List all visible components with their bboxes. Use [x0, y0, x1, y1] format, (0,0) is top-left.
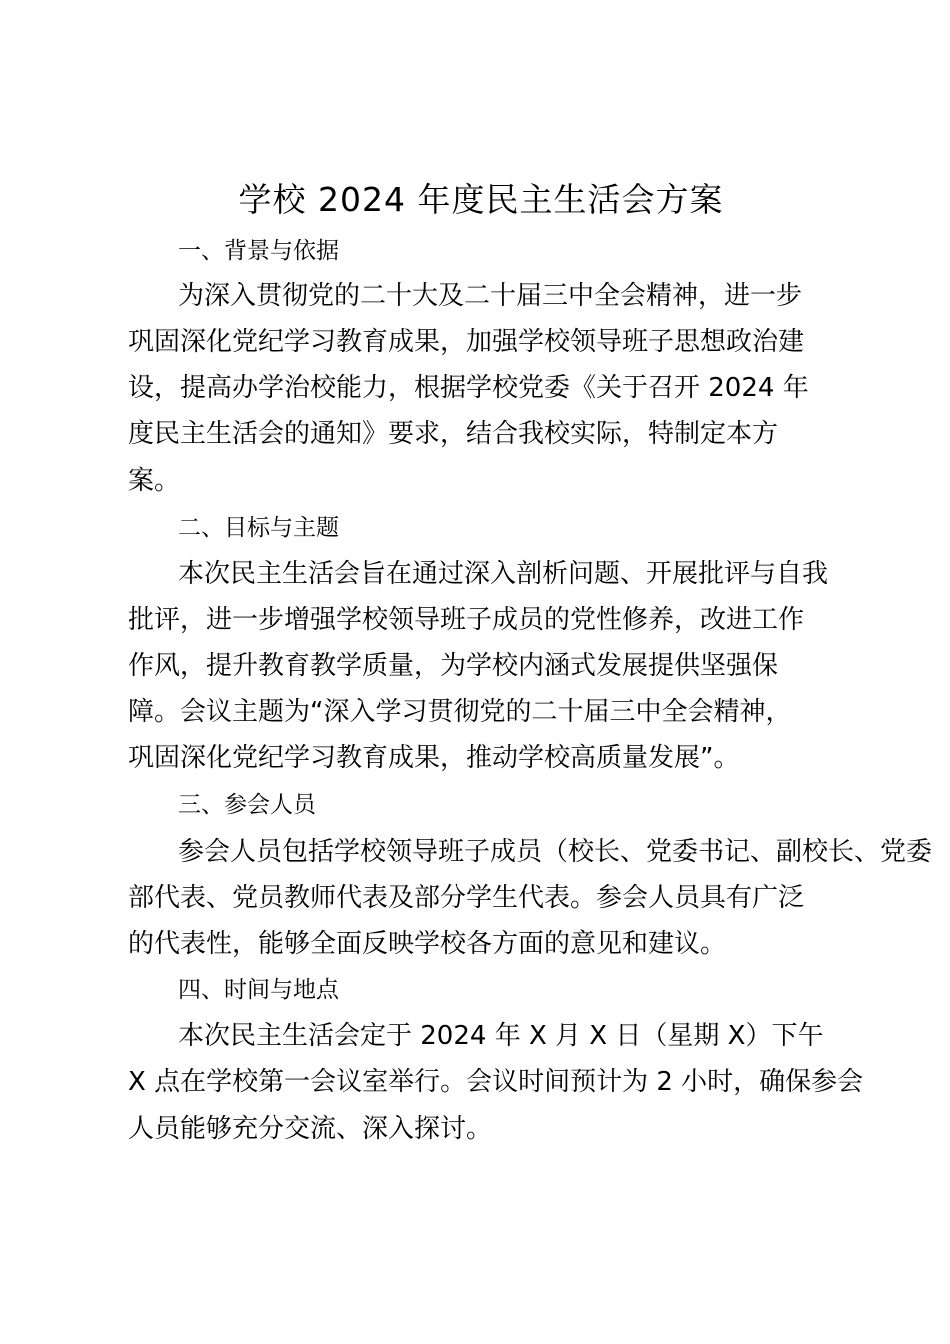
- paragraph-line: 参会人员包括学校领导班子成员（校长、党委书记、副校长、党委: [178, 837, 933, 867]
- paragraph-line: 人员能够充分交流、深入探讨。: [128, 1114, 493, 1144]
- paragraph-line: 为深入贯彻党的二十大及二十届三中全会精神，进一步: [178, 281, 803, 311]
- paragraph-line: 度民主生活会的通知》要求，结合我校实际，特制定本方: [128, 419, 779, 449]
- paragraph-line: 巩固深化党纪学习教育成果，加强学校领导班子思想政治建: [128, 327, 805, 357]
- paragraph-line: 本次民主生活会定于 2024 年 X 月 X 日（星期 X）下午: [178, 1021, 824, 1051]
- paragraph-line: 设，提高办学治校能力，根据学校党委《关于召开 2024 年: [128, 373, 809, 403]
- paragraph-line: 部代表、党员教师代表及部分学生代表。参会人员具有广泛: [128, 883, 805, 913]
- paragraph-line: 障。会议主题为“深入学习贯彻党的二十届三中全会精神，: [128, 697, 792, 727]
- document-title: 学校 2024 年度民主生活会方案: [238, 180, 724, 219]
- section-heading: 四、时间与地点: [178, 977, 339, 1003]
- paragraph-line: 本次民主生活会旨在通过深入剖析问题、开展批评与自我: [178, 559, 829, 589]
- paragraph-line: 批评，进一步增强学校领导班子成员的党性修养，改进工作: [128, 605, 805, 635]
- section-heading: 一、背景与依据: [178, 238, 339, 264]
- section-heading: 二、目标与主题: [178, 515, 339, 541]
- paragraph-line: 的代表性，能够全面反映学校各方面的意见和建议。: [128, 929, 727, 959]
- paragraph-line: X 点在学校第一会议室举行。会议时间预计为 2 小时，确保参会: [128, 1067, 864, 1097]
- paragraph-line: 巩固深化党纪学习教育成果，推动学校高质量发展”。: [128, 743, 740, 773]
- paragraph-line: 案。: [128, 466, 181, 496]
- paragraph-line: 作风，提升教育教学质量，为学校内涵式发展提供坚强保: [128, 651, 779, 681]
- section-heading: 三、参会人员: [178, 792, 316, 818]
